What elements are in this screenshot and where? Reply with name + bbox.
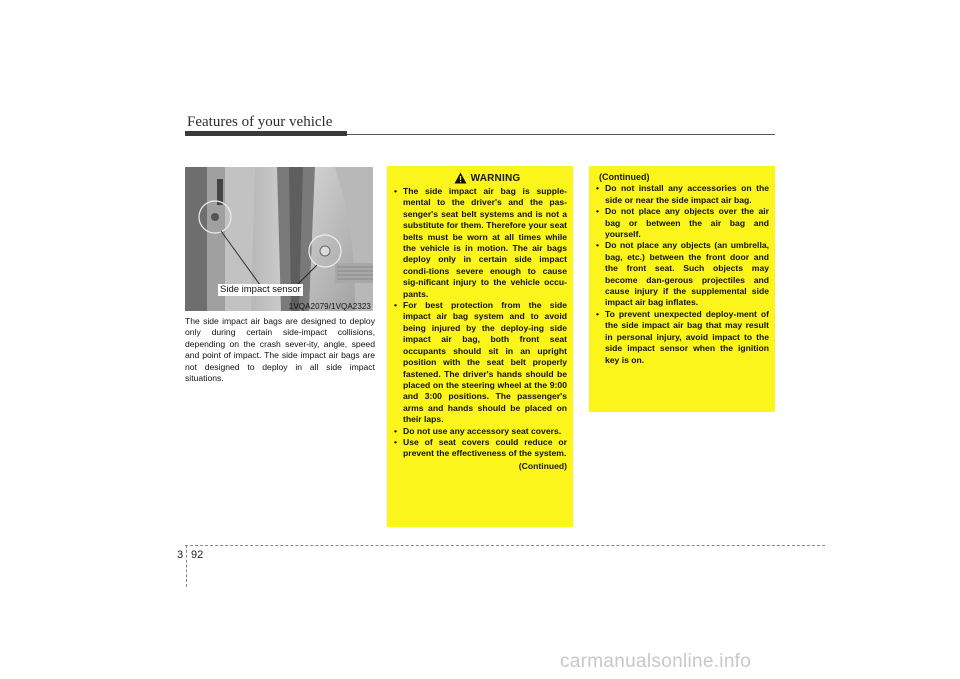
warning-item: • Do not use any accessory seat covers.: [393, 426, 567, 437]
continued-heading: (Continued): [599, 172, 650, 182]
chapter-number: 3: [177, 549, 184, 561]
figure-code-bar: [185, 301, 373, 313]
continued-item: • Do not place any objects (an umbrella, bag, etc.) between the front door and the front seat. Such objects may become dan-gerous projectiles and cause injury if the supplemental side impact air bag inflates.: [595, 240, 769, 308]
body-paragraph: The side impact air bags are designed to deploy only during certain side-impact collisions, depending on the crash sever-ity, angle, speed and point of impact. The side impact air bags are not designed to deploy in all side impact situations.: [185, 316, 375, 384]
continued-item: • To prevent unexpected deploy-ment of the side impact air bag that may result in personal injury, avoid impact to the side impact sensor when the ignition key is on.: [595, 309, 769, 366]
warning-title: WARNING: [470, 172, 521, 184]
watermark: carmanualsonline.info: [560, 651, 752, 672]
section-title: Features of your vehicle: [187, 114, 333, 130]
figure-code: 1VQA2079/1VQA2323: [288, 302, 371, 311]
warning-list: [393, 186, 567, 460]
warning-heading: [407, 172, 567, 184]
warning-item: • The side impact air bag is supple-mental to the driver's and the pas-senger's seat belt systems and is not a substitute for them. Therefore your seat belts must be worn at all times while the vehicle is in motion. The air bags deploy only in certain side impact condi-tions severe enough to cause sig-nificant injury to the vehicle occu-pants.: [393, 186, 567, 300]
warning-triangle-icon: [454, 172, 467, 184]
warning-box: [387, 166, 573, 527]
side-impact-sensor-callout: Side impact sensor: [220, 284, 301, 295]
continued-note: (Continued): [518, 460, 567, 471]
warning-item: • For best protection from the side impact air bag system and to avoid being injured by the deploy-ing side impact air bag, both front seat occupants should sit in an upright position with the seat belt properly fastened. The driver's hands should be placed on the steering wheel at the 9:00 and 3:00 positions. The passenger's arms and hands should be placed on their laps.: [393, 300, 567, 425]
footer-vertical-divider: [186, 545, 187, 587]
header-thin-rule: [347, 134, 775, 135]
header-thick-rule: [185, 131, 347, 136]
continued-list: [595, 183, 769, 366]
page-number: 92: [191, 549, 204, 561]
continued-item: • Do not place any objects over the air bag or between the air bag and yourself.: [595, 206, 769, 240]
footer-divider: [185, 545, 825, 546]
warning-item: • Use of seat covers could reduce or prevent the effectiveness of the system.: [393, 437, 567, 460]
warning-continued-box: [589, 166, 775, 412]
continued-item: • Do not install any accessories on the side or near the side impact air bag.: [595, 183, 769, 206]
